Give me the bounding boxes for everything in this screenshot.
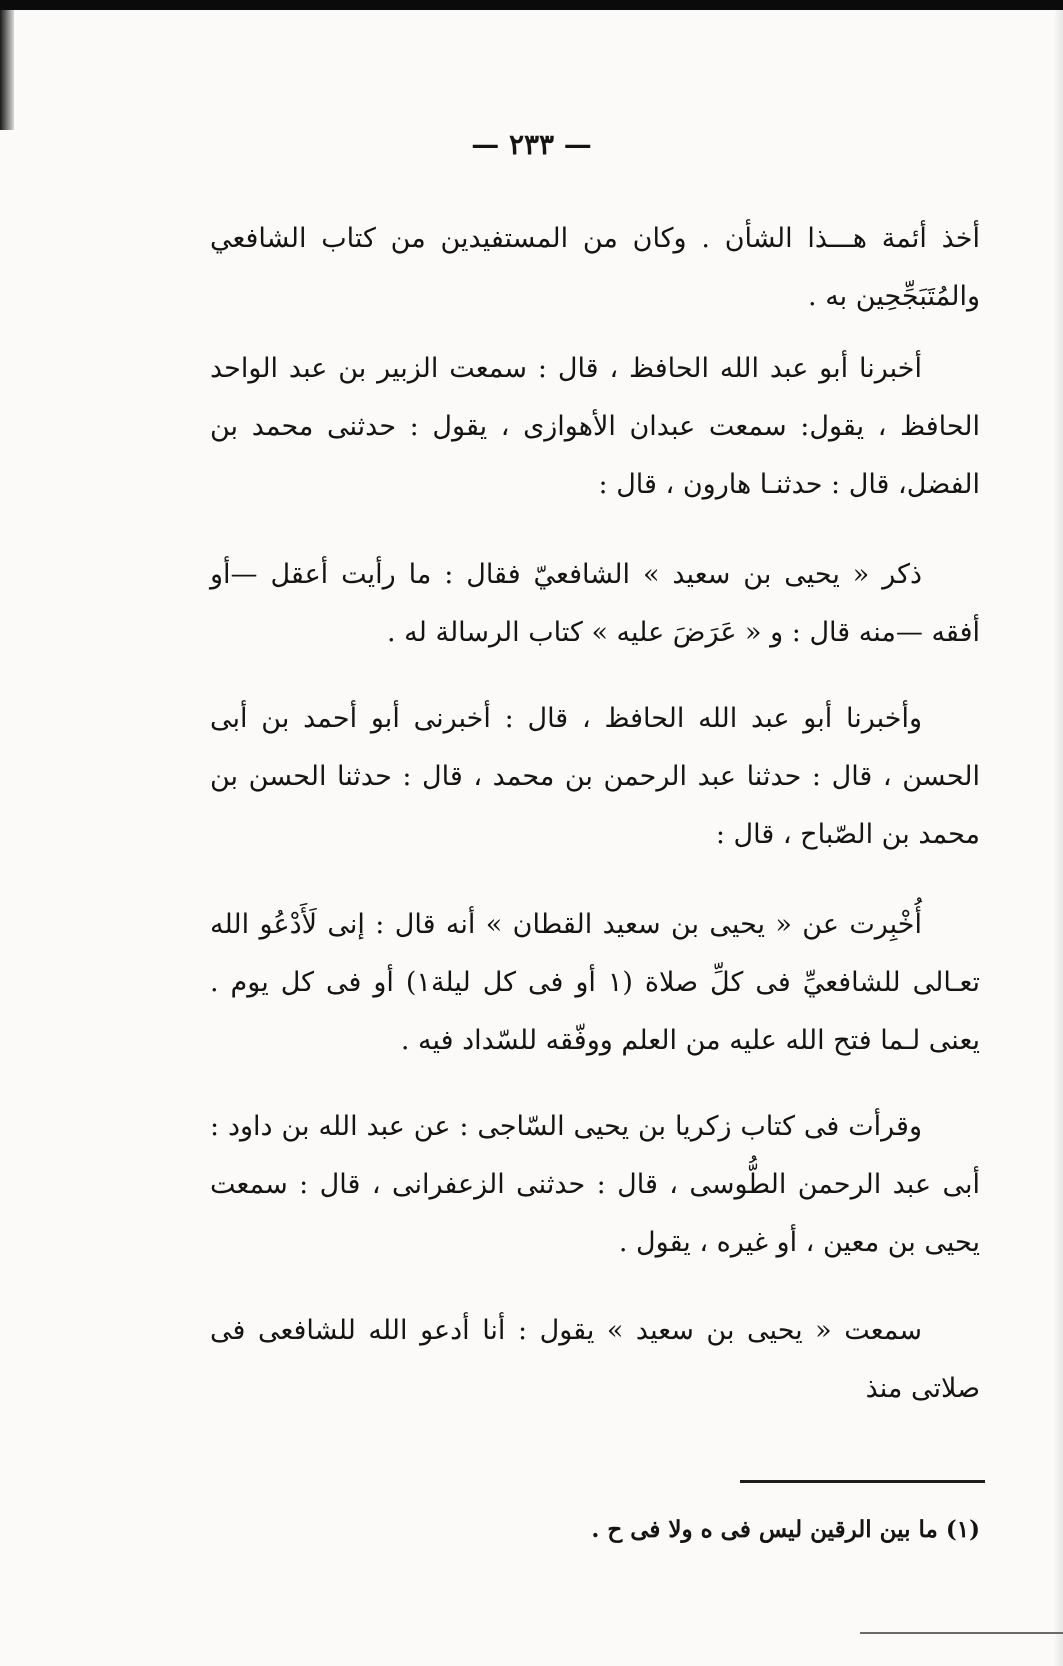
footnote-rule (740, 1480, 985, 1483)
body-text-top (210, 210, 980, 326)
paragraph-1: أخذ أئمة هـــذا الشأن . وكان من المستفيدين من كتاب الشافعي والمُتَبَجِّحِين به . (210, 223, 980, 312)
page-number: — ٢٣٣ — (471, 128, 592, 161)
paragraph-6: وقرأت فى كتاب زكريا بن يحيى السّاجى : عن عبد الله بن داود : أبى عبد الرحمن الطُّوسى ، قال : حدثنى الزعفرانى ، قال : سمعت يحيى بن معين ، أو غيره ، يقول . (210, 1111, 980, 1258)
paragraph-2: أخبرنا أبو عبد الله الحافظ ، قال : سمعت الزبير بن عبد الواحد الحافظ ، يقول: سمعت عبدان الأهوازى ، يقول : حدثنى محمد بن الفضل، قال : حدثنـا هارون ، قال : (210, 353, 980, 500)
scan-binding-shadow (0, 10, 14, 130)
paragraph-7: سمعت « يحيى بن سعيد » يقول : أنا أدعو الله للشافعى فى صلاتى منذ (210, 1315, 980, 1404)
body-text-6 (210, 1098, 980, 1272)
scan-edge-shadow (1053, 10, 1063, 1666)
footnote: (١) ما بين الرقين ليس فى ه ولا فى ح . (591, 1516, 980, 1543)
body-text-2 (210, 340, 980, 514)
body-text-4 (210, 690, 980, 864)
body-text-5 (210, 896, 980, 1070)
body-text-7 (210, 1302, 980, 1418)
paragraph-4: وأخبرنا أبو عبد الله الحافظ ، قال : أخبرنى أبو أحمد بن أبى الحسن ، قال : حدثنا عبد الرحمن بن محمد ، قال : حدثنا الحسن بن محمد بن الصّباح ، قال : (210, 703, 980, 850)
body-text-3 (210, 546, 980, 662)
scan-bottom-mark (860, 1632, 1063, 1634)
paragraph-3: ذكر « يحيى بن سعيد » الشافعيّ فقال : ما رأيت أعقل —أو أفقه —منه قال : و « عَرَضَ عليه » كتاب الرسالة له . (210, 559, 980, 648)
paragraph-5: أُخْبِرت عن « يحيى بن سعيد القطان » أنه قال : إنى لَأَدْعُو الله تعـالى للشافعيِّ فى كلِّ صلاة (١ أو فى كل ليلة١) أو فى كل يوم . يعنى لـما فتح الله عليه من العلم ووفّقه للسّداد فيه . (210, 909, 981, 1056)
scan-border-top (0, 0, 1063, 10)
